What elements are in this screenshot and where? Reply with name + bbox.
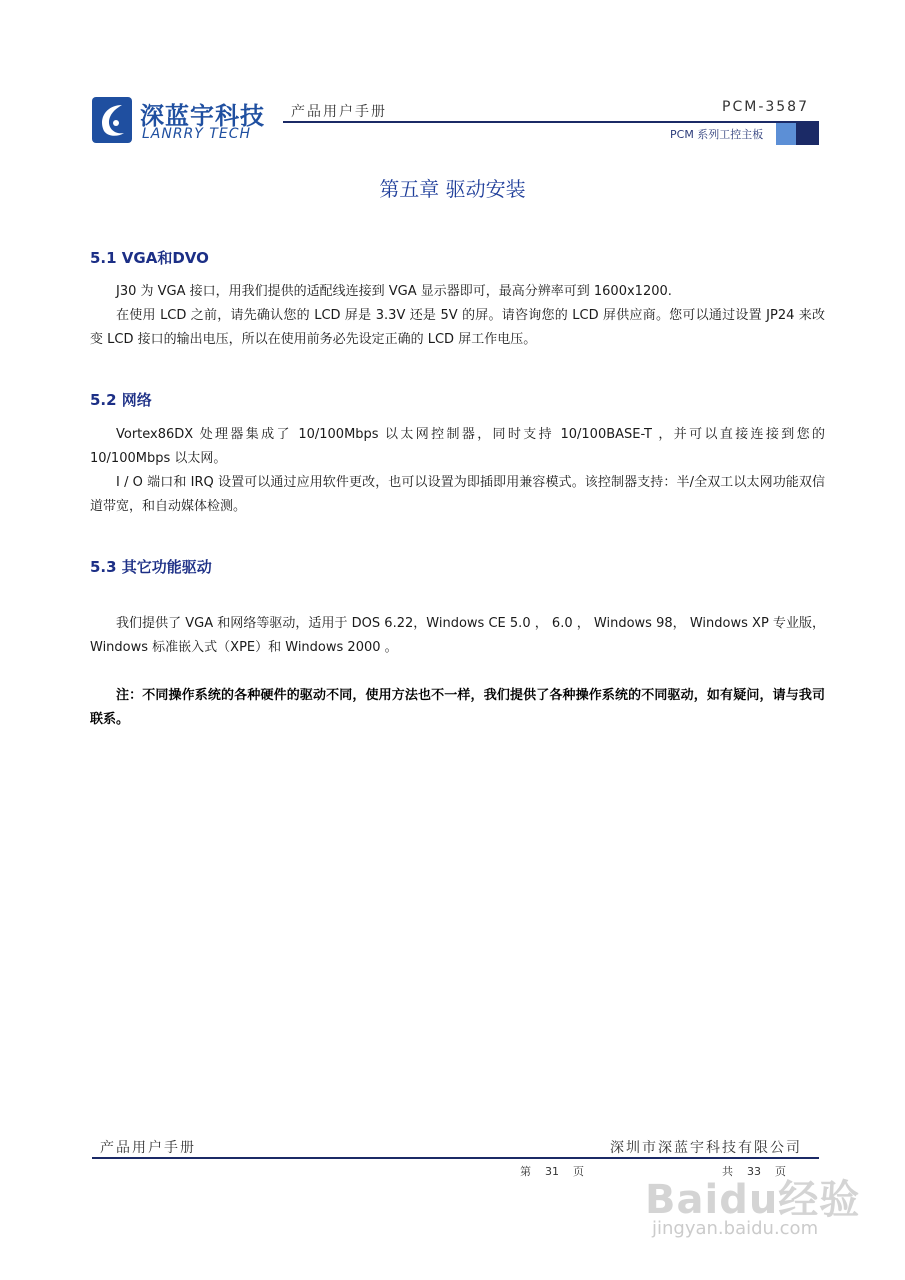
section-heading-5-1: 5.1 VGA和DVO <box>90 249 209 267</box>
header-accent-block-light <box>776 123 796 145</box>
baidu-watermark-logo: Baidu经验 <box>645 1177 861 1223</box>
section-5-3-note: 注：不同操作系统的各种硬件的驱动不同，使用方法也不一样，我们提供了各种操作系统的不同驱动，如有疑问，请与我司联系。 <box>90 688 825 727</box>
chapter-title: 第五章 驱动安装 <box>379 177 526 201</box>
lanrry-logo-icon <box>92 97 132 143</box>
logo-chinese-name: 深蓝宇科技 <box>140 102 265 130</box>
header-model-number: PCM-3587 <box>722 99 809 115</box>
header-subtitle: PCM 系列工控主板 <box>670 128 764 141</box>
footer-manual-label: 产品用户手册 <box>100 1140 196 1156</box>
section-5-3-paragraph-1: 我们提供了 VGA 和网络等驱动，适用于 DOS 6.22，Windows CE 5.0 ， 6.0 ， Windows 98， Windows XP 专业版， Windows 标准嵌入式（XPE）和 Windows 2000 。 <box>90 616 825 655</box>
section-5-2-paragraph-1: Vortex86DX 处理器集成了 10/100Mbps 以太网控制器，同时支持 10/100BASE-T ，并可以直接连接到您的 10/100Mbps 以太网。 <box>90 427 825 466</box>
section-5-2-paragraph-2: I / O 端口和 IRQ 设置可以通过应用软件更改，也可以设置为即插即用兼容模式。该控制器支持：半/全双工以太网功能双信道带宽，和自动媒体检测。 <box>90 475 825 514</box>
footer-rule <box>92 1157 819 1159</box>
header-accent-block-dark <box>796 123 819 145</box>
baidu-watermark-url: jingyan.baidu.com <box>652 1218 819 1239</box>
section-heading-5-3: 5.3 其它功能驱动 <box>90 558 212 576</box>
header-manual-label: 产品用户手册 <box>291 104 387 120</box>
footer-page-number: 第 31 页 <box>520 1165 584 1178</box>
footer-total-pages: 共 33 页 <box>722 1165 786 1178</box>
section-5-1-paragraph-1: J30 为 VGA 接口，用我们提供的适配线连接到 VGA 显示器即可，最高分辨率可到 1600x1200. <box>116 284 672 299</box>
logo-english-name: LANRRY TECH <box>142 126 252 142</box>
footer-company-name: 深圳市深蓝宇科技有限公司 <box>610 1140 802 1156</box>
section-heading-5-2: 5.2 网络 <box>90 391 152 409</box>
section-5-1-paragraph-2: 在使用 LCD 之前，请先确认您的 LCD 屏是 3.3V 还是 5V 的屏。请咨询您的 LCD 屏供应商。您可以通过设置 JP24 来改变 LCD 接口的输出电压，所以在使用前务必先设定正确的 LCD 屏工作电压。 <box>90 308 825 347</box>
header-rule <box>283 121 819 123</box>
